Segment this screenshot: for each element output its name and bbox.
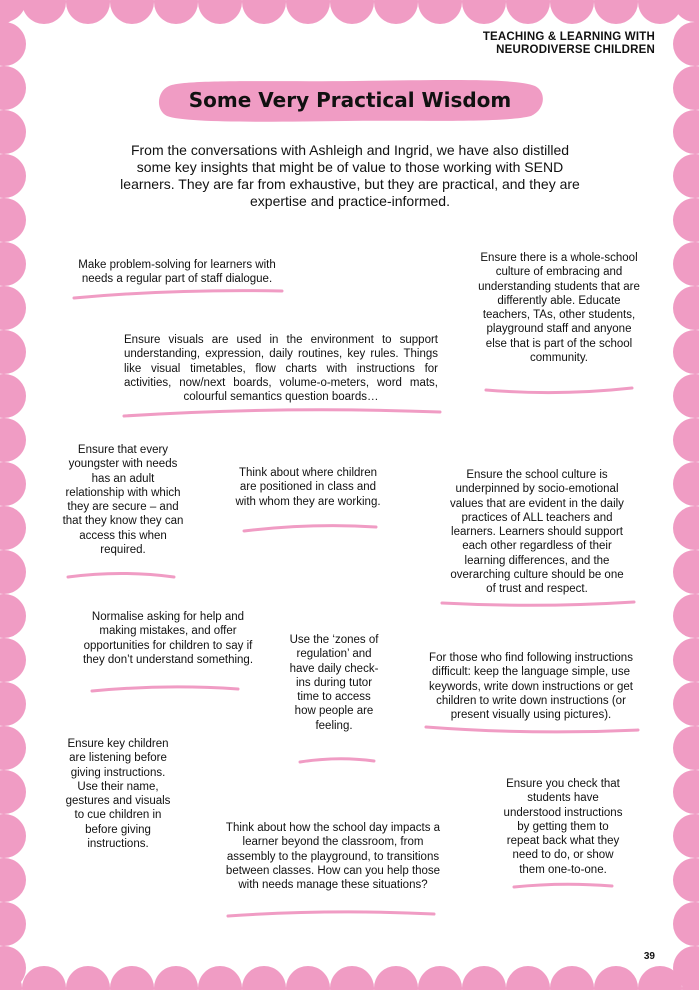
tip-whole-school-culture: Ensure there is a whole-school culture of embracing and understanding students that are differently able. Educate teachers, TAs, other students, playground staff and anyone else that is part of the school community. [478, 252, 640, 365]
tip-underline [226, 906, 436, 922]
tip-check-understanding: Ensure you check that students have understood instructions by getting them to repeat back what they need to do, or show them one-to-one. [503, 778, 623, 876]
tip-underline [298, 753, 376, 767]
tip-underline [66, 568, 176, 582]
title-banner [155, 76, 545, 124]
tip-positioning: Think about where children are positioned in class and with whom they are working. [235, 467, 381, 508]
tip-underline [440, 597, 636, 611]
tip-school-day-impact: Think about how the school day impacts a learner beyond the classroom, from assembly to the playground, to transitions between classes. How can you help those with needs manage these situations? [225, 822, 441, 892]
header-line-1: TEACHING & LEARNING WITH [482, 31, 655, 43]
intro-paragraph: From the conversations with Ashleigh and Ingrid, we have also distilled some key insights that might be of value to those working with SEND learners. They are far from exhaustive, but they are practical, and they are expertise and practice-informed. [120, 142, 580, 209]
header-line-2: NEURODIVERSE CHILDREN [496, 44, 655, 56]
tip-underline [122, 404, 442, 420]
tip-normalise-asking: Normalise asking for help and making mistakes, and offer opportunities for children to say if they don’t understand something. [82, 611, 254, 666]
tip-problem-solving: Make problem-solving for learners with needs a regular part of staff dialogue. [78, 259, 276, 286]
tip-underline [72, 286, 284, 302]
tip-zones-of-regulation: Use the ‘zones of regulation’ and have daily check-ins during tutor time to access how people are feeling. [289, 634, 379, 732]
tip-key-children-listening: Ensure key children are listening before giving instructions. Use their name, gestures and visuals to cue children in before giving instructions. [65, 738, 171, 851]
tip-underline [484, 384, 634, 398]
tip-underline [90, 681, 240, 695]
tip-adult-relationship: Ensure that every youngster with needs has an adult relationship with which they are secure – and that they know they can access this when required. [62, 444, 184, 557]
page-title: Some Very Practical Wisdom [188, 88, 512, 112]
tip-underline [424, 721, 640, 739]
tip-underline [242, 521, 378, 535]
tip-socio-emotional-values: Ensure the school culture is underpinned by socio-emotional values that are evident in the daily practices of ALL teachers and learners. Learners should support each other regardless of their learning differences, and the overarching culture should be one of trust and respect. [450, 469, 624, 596]
tip-following-instructions: For those who find following instructions difficult: keep the language simple, use keywords, write down instructions or get children to write down instructions (or present visually using pictures). [429, 652, 633, 722]
section-header [483, 31, 655, 57]
page-number: 39 [643, 951, 655, 962]
tip-visuals: Ensure visuals are used in the environment to support understanding, expression, daily routines, key rules. Things like visual timetables, flow charts with instructions for activities, now/next boards, volume-o-meters, word mats, colourful semantics question boards… [124, 334, 438, 404]
tip-underline [512, 879, 614, 893]
